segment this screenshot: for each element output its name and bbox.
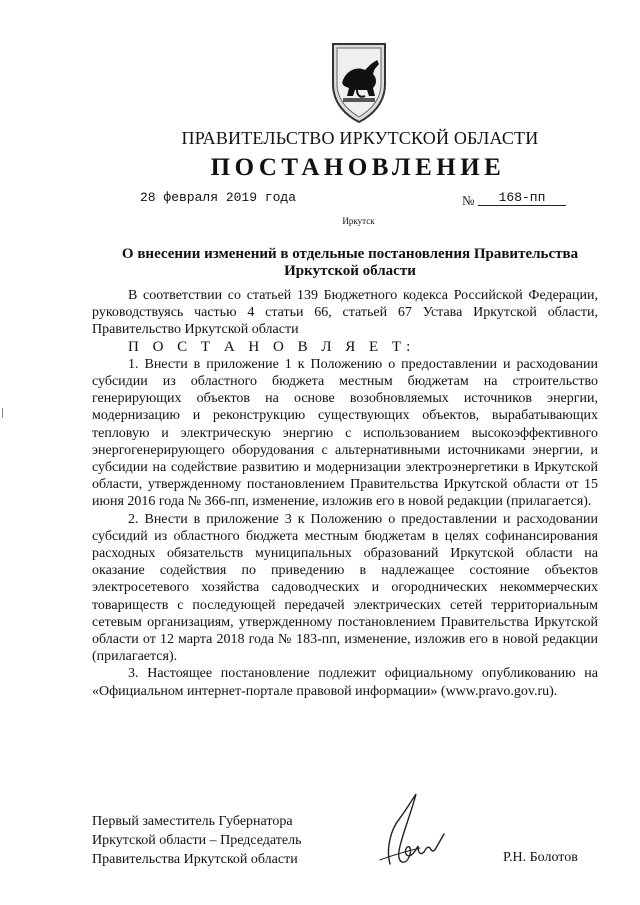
decree-heading: П О С Т А Н О В Л Я Е Т: — [128, 338, 416, 355]
signer-name: Р.Н. Болотов — [503, 850, 578, 865]
coat-of-arms-emblem — [327, 40, 391, 124]
handwritten-signature — [360, 790, 460, 880]
scan-edge-mark — [2, 408, 3, 418]
signer-position — [92, 812, 301, 869]
signer-position-line: Правительства Иркутской области — [92, 852, 298, 867]
government-name: ПРАВИТЕЛЬСТВО ИРКУТСКОЙ ОБЛАСТИ — [181, 128, 539, 148]
preamble-paragraph: В соответствии со статьей 139 Бюджетного кодекса Российской Федерации, руководствуясь частью 4 статьи 66, статьей 67 Устава Иркутской области, Правительство Иркутской области — [92, 288, 598, 338]
document-body — [92, 287, 598, 700]
city-name: Иркутск — [342, 216, 375, 226]
number-sign: № — [462, 193, 475, 208]
item-1-paragraph: 1. Внести в приложение 1 к Положению о предоставлении и расходовании субсидии из областного бюджета местным бюджетам на строительство генерирующих объектов на основе возобновляемых источников энергии, модернизацию и реконструкцию существующих объектов, вырабатывающих тепловую и электрическую энергию с использованием высокоэффективного энергогенерирующего оборудования с альтернативными источниками энергии, и субсидии на содействие развитию и модернизации электроэнергетики в Иркутской области, утвержденному постановлением Правительства Иркутской области от 15 июня 2016 года № 366-пп, изменение, изложив его в новой редакции (прилагается). — [92, 356, 598, 510]
item-2-paragraph: 2. Внести в приложение 3 к Положению о предоставлении и расходовании субсидий из областного бюджета местным бюджетам в целях софинансирования расходных обязательств муниципальных образований Иркутской области на оказание содействия по приведению в надлежащее состояние объектов электросетевого хозяйства садоводческих и огороднических некоммерческих товариществ с последующей передачей электрических сетей территориальным сетевым организациям, утвержденному постановлением Правительства Иркутской области от 12 марта 2018 года № 183-пп, изменение, изложив его в новой редакции (прилагается). — [92, 511, 598, 665]
document-title: О внесении изменений в отдельные постановления Правительства Иркутской области — [121, 246, 579, 279]
signer-position-line: Иркутской области – Председатель — [92, 833, 302, 848]
document-number: 168-пп — [478, 190, 566, 206]
item-3-paragraph: 3. Настоящее постановление подлежит официальному опубликованию на «Официальном интернет-портале правовой информации» (www.pravo.gov.ru). — [92, 666, 598, 699]
document-type: ПОСТАНОВЛЕНИЕ — [210, 154, 506, 181]
document-date: 28 февраля 2019 года — [140, 190, 297, 205]
signer-position-line: Первый заместитель Губернатора — [92, 814, 293, 829]
